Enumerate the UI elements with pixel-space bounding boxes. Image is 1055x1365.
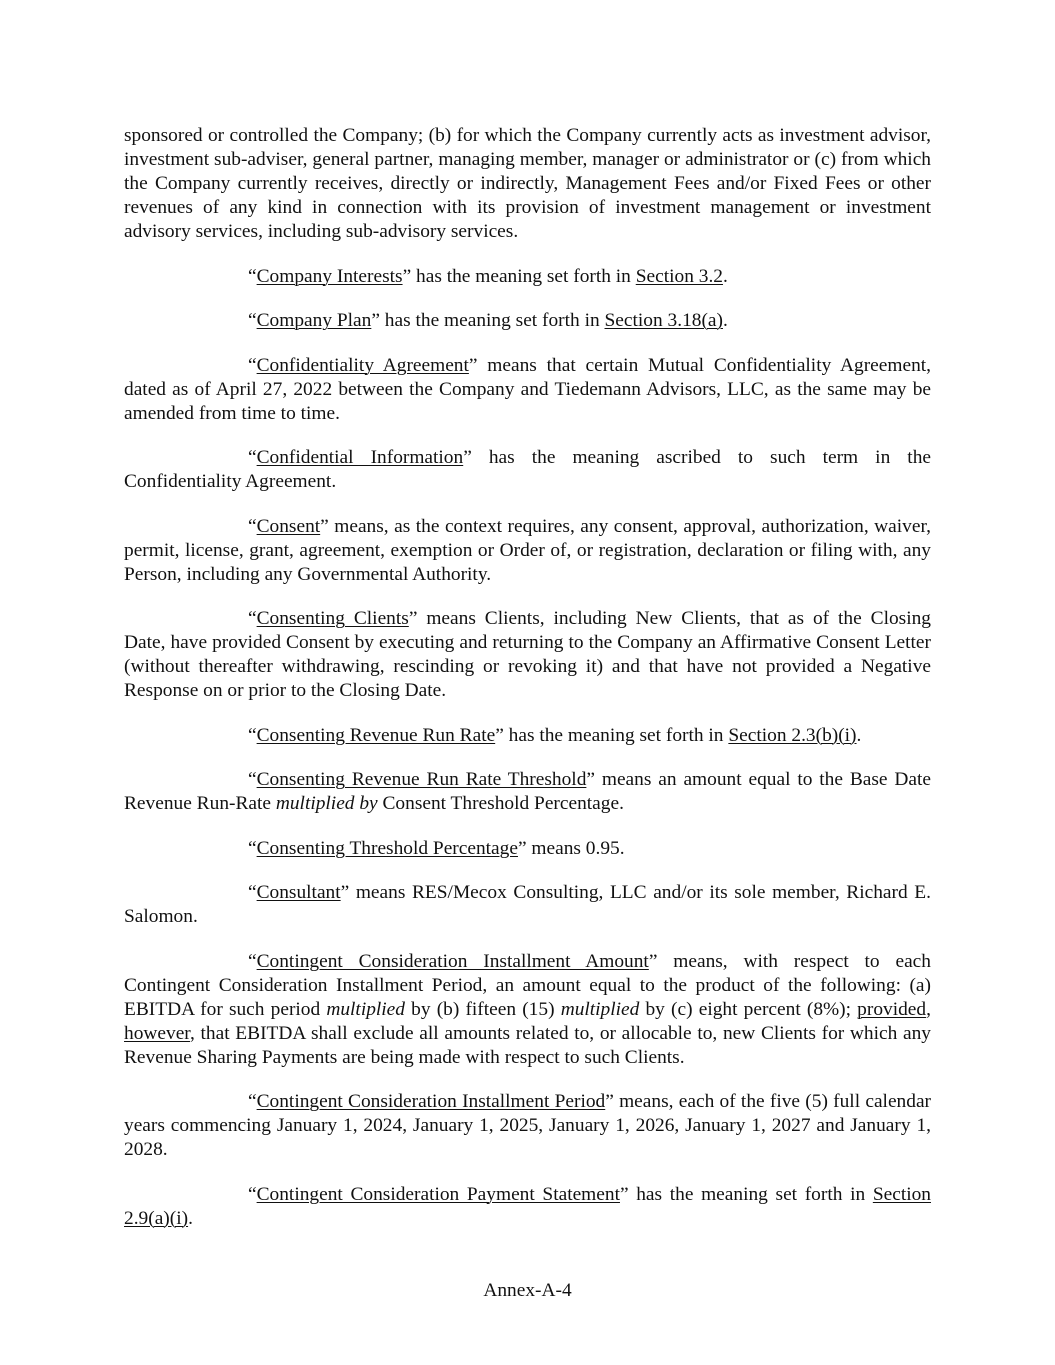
defined-term: Consenting Revenue Run Rate Threshold bbox=[256, 769, 587, 790]
definition-text: by (b) fifteen (15) bbox=[404, 998, 561, 1020]
definition-text: ” has the meaning ascribed to such term in the Confidentiality Agreement. bbox=[124, 447, 931, 492]
underlined-text: however bbox=[124, 1022, 190, 1044]
page-footer bbox=[0, 1279, 1055, 1303]
definition-text: ” means RES/Mecox Consulting, LLC and/or its sole member, Richard E. Salomon. bbox=[124, 882, 931, 927]
open-quote: “ bbox=[248, 310, 257, 331]
defined-term: Consultant bbox=[256, 882, 341, 903]
document-body bbox=[124, 124, 931, 1251]
open-quote: “ bbox=[248, 515, 257, 537]
defined-term: Contingent Consideration Payment Statement bbox=[256, 1183, 620, 1205]
definition-text: by (c) eight percent (8%); bbox=[639, 998, 858, 1020]
paragraph-affiliate-continuation bbox=[124, 124, 931, 244]
period: . bbox=[722, 265, 728, 287]
open-quote: “ bbox=[248, 265, 257, 287]
defined-term: Company Plan bbox=[256, 310, 372, 331]
section-reference[interactable]: Section 2.3(b)(i) bbox=[728, 724, 857, 746]
definition-consent bbox=[124, 515, 931, 587]
definition-consenting-revenue-run-rate bbox=[124, 724, 931, 748]
definition-confidentiality-agreement bbox=[124, 354, 931, 426]
open-quote: “ bbox=[248, 447, 257, 468]
defined-term: Consenting Clients bbox=[256, 608, 409, 629]
paragraph-text: sponsored or controlled the Company; (b) for which the Company currently acts as investment advisor, investment sub-adviser, general partner, managing member, manager or administrator or (c) from which the Company currently receives, directly or indirectly, Management Fees and/or Fixed Fees or other revenues of any kind in connection with its provision of investment management or investment advisory services, including sub-advisory services. bbox=[124, 125, 931, 242]
definition-consenting-clients bbox=[124, 607, 931, 703]
section-reference[interactable]: Section 3.2 bbox=[635, 265, 723, 287]
definition-consenting-threshold-percentage bbox=[124, 837, 931, 861]
page-number: Annex-A-4 bbox=[483, 1280, 572, 1301]
italic-text: multiplied bbox=[560, 998, 640, 1020]
definition-text: ” means an amount equal to the Base Date Revenue Run-Rate bbox=[124, 769, 931, 814]
defined-term: Contingent Consideration Installment Period bbox=[256, 1091, 606, 1112]
definition-text: ” means, each of the five (5) full calendar years commencing January 1, 2024, January 1, 2025, January 1, 2026, January 1, 2027 and January 1, 2028. bbox=[124, 1091, 932, 1160]
period: . bbox=[722, 310, 728, 331]
definition-contingent-consideration-payment-statement bbox=[124, 1183, 931, 1231]
open-quote: “ bbox=[248, 769, 257, 790]
definition-text: ” means 0.95. bbox=[517, 837, 625, 859]
section-reference[interactable]: Section 2.9(a)(i) bbox=[124, 1183, 931, 1229]
definition-text: Consent Threshold Percentage. bbox=[377, 793, 624, 814]
open-quote: “ bbox=[248, 837, 257, 859]
open-quote: “ bbox=[248, 1091, 257, 1112]
open-quote: “ bbox=[248, 882, 257, 903]
defined-term: Consent bbox=[256, 515, 321, 537]
defined-term: Consenting Threshold Percentage bbox=[256, 837, 518, 859]
definition-text: , bbox=[926, 998, 931, 1020]
definition-company-plan bbox=[124, 309, 931, 333]
definition-text: ” has the meaning set forth in bbox=[402, 265, 636, 287]
section-reference[interactable]: Section 3.18(a) bbox=[604, 310, 723, 331]
underlined-text: provided bbox=[857, 998, 927, 1020]
defined-term: Company Interests bbox=[256, 265, 403, 287]
definition-text: ” means Clients, including New Clients, that as of the Closing Date, have provided Consent by executing and returning to the Company an Affirmative Consent Letter (without thereafter withdrawing, rescinding or revoking it) and that have not provided a Negative Response on or prior to the Closing Date. bbox=[124, 608, 931, 701]
definition-consenting-revenue-run-rate-threshold bbox=[124, 768, 931, 816]
definition-text: ” has the meaning set forth in bbox=[495, 724, 729, 746]
definition-text: ” has the meaning set forth in bbox=[371, 310, 605, 331]
definition-company-interests bbox=[124, 265, 931, 289]
italic-text: multiplied by bbox=[275, 793, 378, 814]
period: . bbox=[856, 724, 862, 746]
open-quote: “ bbox=[248, 950, 257, 972]
definition-text: ” has the meaning set forth in bbox=[619, 1183, 873, 1205]
italic-text: multiplied bbox=[326, 998, 405, 1020]
definition-consultant bbox=[124, 881, 931, 929]
definition-text: ” means that certain Mutual Confidentiality Agreement, dated as of April 27, 2022 between the Company and Tiedemann Advisors, LLC, as the same may be amended from time to time. bbox=[124, 354, 931, 424]
defined-term: Confidentiality Agreement bbox=[256, 354, 469, 376]
defined-term: Consenting Revenue Run Rate bbox=[256, 724, 496, 746]
definition-text: ” means, as the context requires, any consent, approval, authorization, waiver, permit, license, grant, agreement, exemption or Order of, or registration, declaration or filing with, any Person, including any Governmental Authority. bbox=[124, 515, 931, 585]
open-quote: “ bbox=[248, 724, 257, 746]
defined-term: Contingent Consideration Installment Amount bbox=[256, 950, 649, 972]
defined-term: Confidential Information bbox=[256, 447, 464, 468]
period: . bbox=[188, 1207, 193, 1229]
definition-text: ” means, with respect to each Contingent Consideration Installment Period, an amount equal to the product of the following: (a) EBITDA for such period bbox=[124, 950, 931, 1020]
open-quote: “ bbox=[248, 1183, 257, 1205]
definition-text: , that EBITDA shall exclude all amounts related to, or allocable to, new Clients for which any Revenue Sharing Payments are being made with respect to such Clients. bbox=[124, 1022, 931, 1068]
open-quote: “ bbox=[248, 354, 257, 376]
definition-confidential-information bbox=[124, 446, 931, 494]
definition-contingent-consideration-installment-amount bbox=[124, 950, 931, 1070]
open-quote: “ bbox=[248, 608, 257, 629]
definition-contingent-consideration-installment-period bbox=[124, 1090, 931, 1162]
